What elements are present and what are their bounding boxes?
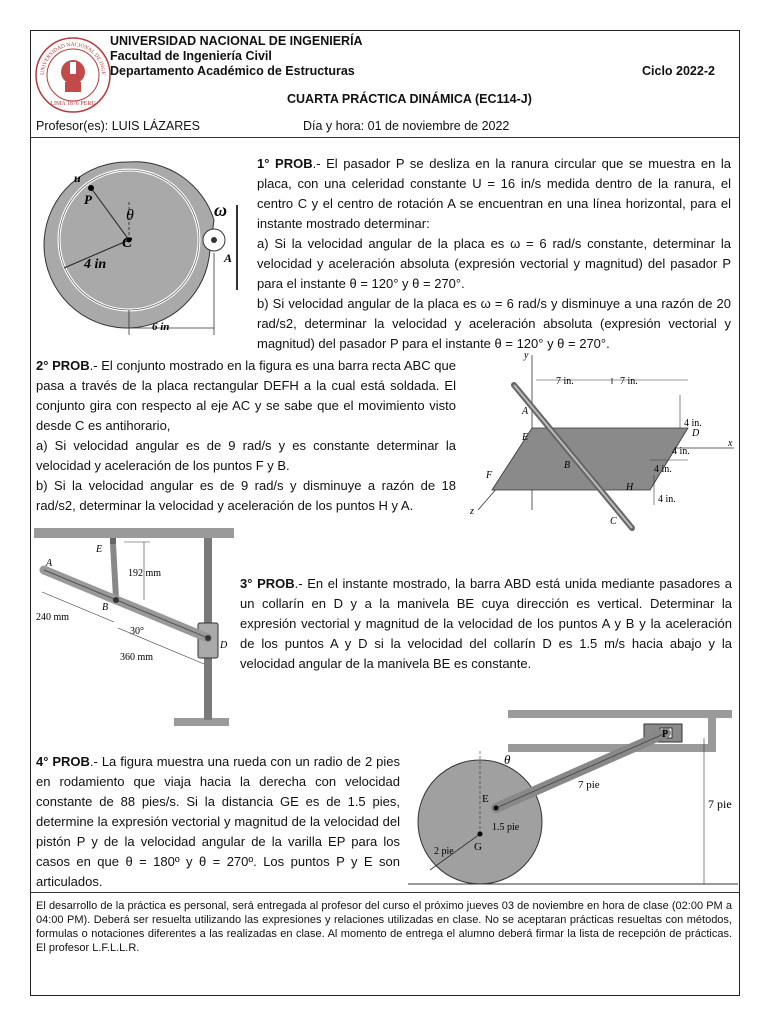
faculty-name: Facultad de Ingeniería Civil	[110, 49, 272, 63]
svg-text:LIMA 1876 PERU: LIMA 1876 PERU	[50, 101, 96, 107]
professor-label: Profesor(es): LUIS LÁZARES	[36, 119, 200, 133]
problem-1-label: 1° PROB	[257, 156, 313, 171]
problem-2-figure	[464, 350, 738, 540]
fig4-piston-p: P	[662, 729, 669, 740]
fig1-u-label: u	[74, 171, 81, 185]
problem-2-part-b: b) Si la velocidad angular es de 9 rad/s y disminuye a razón de 18 rad/s2, determinar la velocidad y aceleración de los puntos H y A.	[36, 478, 456, 513]
university-name: UNIVERSIDAD NACIONAL DE INGENIERÍA	[110, 34, 363, 48]
fig1-a-label: A	[224, 251, 233, 265]
fig3-point-b: B	[102, 602, 109, 613]
footer-divider	[30, 892, 740, 893]
problem-4-text: 4° PROB.- La figura muestra una rueda con un radio de 2 pies en rodamiento que viaja hacia la derecha con velocidad constante de 88 pies/s. Si la distancia GE es de 1.5 pies, determine la expresión vectorial y magnitud de la velocidad del pistón P y de la velocidad angular de la varilla EP para los casos en que θ = 180º y θ = 270º. Los puntos P y E son articulados.	[36, 754, 400, 889]
fig2-point-c: C	[610, 516, 617, 527]
fig2-x-axis: x	[728, 438, 733, 449]
fig3-point-a: A	[46, 558, 53, 569]
university-seal-icon	[34, 36, 112, 114]
fig4-height: 7 pie	[708, 797, 732, 811]
fig3-length-2: 240 mm	[36, 612, 70, 623]
fig4-point-e: E	[482, 793, 489, 805]
problem-4-figure	[408, 710, 738, 888]
problem-1-figure	[34, 150, 249, 340]
problem-3-statement: En el instante mostrado, la barra ABD está unida mediante pasadores a un collarín en D y a la manivela BE cuya dirección es vertical. Determinar la expresión vectorial y magnitud de la velocidad de los puntos A y B y la aceleración de los puntos A y D si la velocidad del collarín D es 1.5 m/s hacia abajo y la velocidad angular de la manivela BE es constante.	[240, 576, 732, 671]
fig2-dim-4: 4 in.	[672, 446, 690, 457]
problem-1-part-b: b) Si velocidad angular de la placa es ω = 6 rad/s y disminuye a una razón de 20 rad/s2, determinar la velocidad y aceleración absoluta (expresión vectorial y magnitud) del pasador P para el instante θ = 120° y θ = 270°.	[257, 296, 731, 351]
fig3-length-1: 192 mm	[128, 568, 162, 579]
problem-2-part-a: a) Si velocidad angular es de 9 rad/s y es constante determinar la velocidad y aceleración de los puntos F y B.	[36, 438, 456, 473]
problem-4-label: 4° PROB	[36, 754, 90, 769]
fig2-point-b: B	[564, 460, 571, 471]
fig4-theta: θ	[504, 752, 511, 767]
department-name: Departamento Académico de Estructuras	[110, 64, 355, 78]
svg-text:UNIVERSIDAD NACIONAL DE INGENI: UNIVERSIDAD NACIONAL DE INGE	[39, 41, 107, 76]
fig2-point-e: E	[522, 432, 529, 443]
fig2-y-axis: y	[524, 350, 529, 361]
problem-1-part-a: a) Si la velocidad angular de la placa es ω = 6 rad/s constante, determinar la velocidad y aceleración absoluta (expresión vectorial y magnitud) del pasador P para el instante θ = 120° y θ = 270°.	[257, 236, 731, 291]
fig4-ep-length: 7 pie	[578, 779, 600, 791]
fig2-point-d: D	[692, 428, 700, 439]
fig3-point-e: E	[96, 544, 103, 555]
problem-2-text: 2° PROB.- El conjunto mostrado en la figura es una barra recta ABC que pasa a través de la placa rectangular DEFH a la cual está soldada. El conjunto gira con respecto al eje AC y se sabe que el movimiento visto desde C es antihorario, a) Si velocidad angular es de 9 rad/s y es constante determinar la velocidad y aceleración de los puntos F y B. b) Si la velocidad angular es de 9 rad/s y disminuye a razón de 18 rad/s2, determinar la velocidad y aceleración de los puntos H y A.	[36, 358, 456, 513]
problem-1-statement: El pasador P se desliza en la ranura circular que se muestra en la placa, con una celeridad constante U = 16 in/s medida dentro de la ranura, el centro C y el centro de rotación A se encuentran en una línea horizontal, para el instante mostrado determinar:	[257, 156, 732, 231]
fig3-length-3: 360 mm	[120, 652, 154, 663]
problem-2-label: 2° PROB	[36, 358, 90, 373]
fig1-theta-label: θ	[126, 207, 134, 224]
problem-1-text: 1° PROB.- El pasador P se desliza en la ranura circular que se muestra en la placa, con una celeridad constante U = 16 in/s medida dentro de la ranura, el centro C y el centro de rotación A se encuentran en una línea horizontal, para el instante mostrado determinar: a) Si la velocidad angular de la placa es ω = 6 rad/s constante, determinar la velocidad y aceleración absoluta (expresión vectorial y magnitud) del pasador P para el instante θ = 120° y θ = 270°. b) Si velocidad angular de la placa es ω = 6 rad/s y disminuye a una razón de 20 rad/s2, determinar la velocidad y aceleración absoluta (expresión vectorial y magnitud) del pasador P para el instante θ = 120° y θ = 270°.	[257, 156, 732, 351]
fig2-dim-5: 4 in.	[654, 464, 672, 475]
fig2-dim-1: 7 in.	[556, 376, 574, 387]
fig4-ge-length: 1.5 pie	[492, 822, 520, 833]
problem-3-text: 3° PROB.- En el instante mostrado, la barra ABD está unida mediante pasadores a un collarín en D y a la manivela BE cuya dirección es vertical. Determinar la expresión vectorial y magnitud de la velocidad de los puntos A y B y la aceleración de los puntos A y D si la velocidad del collarín D es 1.5 m/s hacia abajo y la velocidad angular de la manivela BE es constante.	[240, 576, 732, 671]
fig3-point-d: D	[220, 640, 228, 651]
problem-3-figure	[34, 528, 234, 732]
fig1-distance-label: 6 in	[152, 321, 170, 333]
fig2-point-f: F	[486, 470, 493, 481]
header-divider	[30, 137, 740, 138]
fig2-dim-3: 4 in.	[684, 418, 702, 429]
fig3-angle: 30°	[130, 626, 144, 637]
date-label: Día y hora: 01 de noviembre de 2022	[303, 119, 510, 133]
fig2-z-axis: z	[470, 506, 474, 517]
cycle-label: Ciclo 2022-2	[642, 64, 715, 78]
fig4-radius: 2 pie	[434, 846, 454, 857]
fig2-dim-6: 4 in.	[658, 494, 676, 505]
problem-4-statement: La figura muestra una rueda con un radio de 2 pies en rodamiento que viaja hacia la derecha con velocidad constante de 88 pies/s. Si la distancia GE es de 1.5 pies, determine la expresión vectorial y magnitud de la velocidad del pistón P y de la velocidad angular de la varilla EP para los casos en que θ = 180º y θ = 270º. Los puntos P y E son articulados.	[36, 754, 400, 889]
fig2-dim-2: 7 in.	[620, 376, 638, 387]
fig2-point-a: A	[522, 406, 529, 417]
exam-title: CUARTA PRÁCTICA DINÁMICA (EC114-J)	[287, 92, 532, 106]
fig2-point-h: H	[626, 482, 634, 493]
fig4-point-g: G	[474, 841, 482, 853]
problem-2-statement: El conjunto mostrado en la figura es una barra recta ABC que pasa a través de la placa rectangular DEFH a la cual está soldada. El conjunto gira con respecto al eje AC y se sabe que el movimiento visto desde C es antihorario,	[36, 358, 456, 433]
fig1-c-label: C	[122, 235, 133, 251]
footer-note: El desarrollo de la práctica es personal, será entregada al profesor del curso el próximo jueves 03 de noviembre en hora de clase (02:00 PM a 04:00 PM). Deberá ser resuelta utilizando las expresiones y relaciones utilizadas en clase. No se aceptaran prácticas resueltas con métodos, formulas o notaciones diferentes a las realizadas en clase. Al momento de entrega el alumno deberá firmar la lista de recepción de prácticas. El profesor L.F.L.L.R.	[36, 900, 732, 954]
fig1-omega-label: ω	[214, 200, 228, 220]
problem-3-label: 3° PROB	[240, 576, 295, 591]
fig1-radius-label: 4 in	[84, 257, 107, 272]
fig1-p-label: P	[84, 192, 92, 207]
